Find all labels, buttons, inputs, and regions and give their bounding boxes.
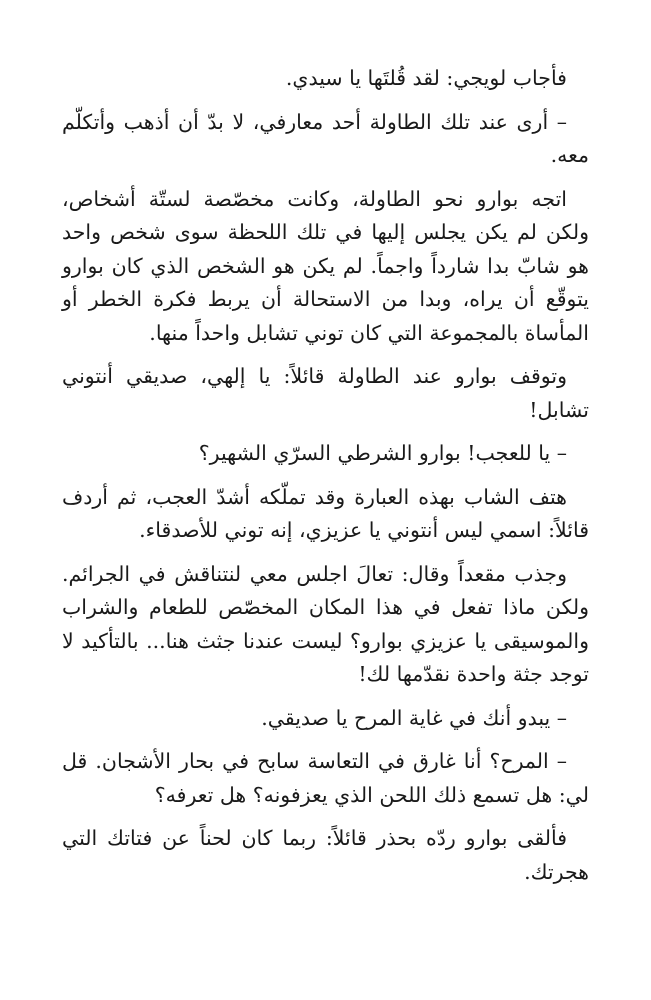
paragraph-3: اتجه بوارو نحو الطاولة، وكانت مخصّصة لستّة أشخاص، ولكن لم يكن يجلس إليها في تلك اللحظة سوى شخص واحد هو شابّ بدا شارداً واجماً. لم يكن هو الشخص الذي كان بوارو يتوقّع أن يراه، وبدا من الاستحالة أن يربط فكرة الخطر أو المأساة بالمجموعة التي كان توني تشابل واحداً منها.	[62, 186, 589, 345]
paragraph-1: فأجاب لويجي: لقد قُلتَها يا سيدي.	[285, 66, 567, 90]
paragraph-2: – أرى عند تلك الطاولة أحد معارفي، لا بدّ أن أذهب وأتكلّم معه.	[62, 109, 589, 167]
paragraph-10: فألقى بوارو ردّه بحذر قائلاً: ربما كان لحناً عن فتاتك التي هجرتك.	[62, 826, 589, 884]
paragraph-6: هتف الشاب بهذه العبارة وقد تملّكه أشدّ العجب، ثم أردف قائلاً: اسمي ليس أنتوني يا عزيزي، إنه توني للأصدقاء.	[62, 484, 589, 542]
paragraph-7: وجذب مقعداً وقال: تعالَ اجلس معي لنتناقش في الجرائم. ولكن ماذا تفعل في هذا المكان المخصّص للطعام والشراب والموسيقى يا عزيزي بوارو؟ ليست عندنا جثث هنا... بالتأكيد لا توجد جثة واحدة نقدّمها لك!	[62, 561, 589, 686]
book-page	[62, 62, 589, 899]
paragraph-4: وتوقف بوارو عند الطاولة قائلاً: يا إلهي، صديقي أنتوني تشابل!	[62, 364, 589, 422]
paragraph-8: – يبدو أنك في غاية المرح يا صديقي.	[261, 705, 567, 730]
paragraph-5: – يا للعجب! بوارو الشرطي السرّي الشهير؟	[198, 441, 567, 465]
paragraph-9: – المرح؟ أنا غارق في التعاسة سابح في بحار الأشجان. قل لي: هل تسمع ذلك اللحن الذي يعزفونه؟ هل تعرفه؟	[62, 749, 589, 807]
